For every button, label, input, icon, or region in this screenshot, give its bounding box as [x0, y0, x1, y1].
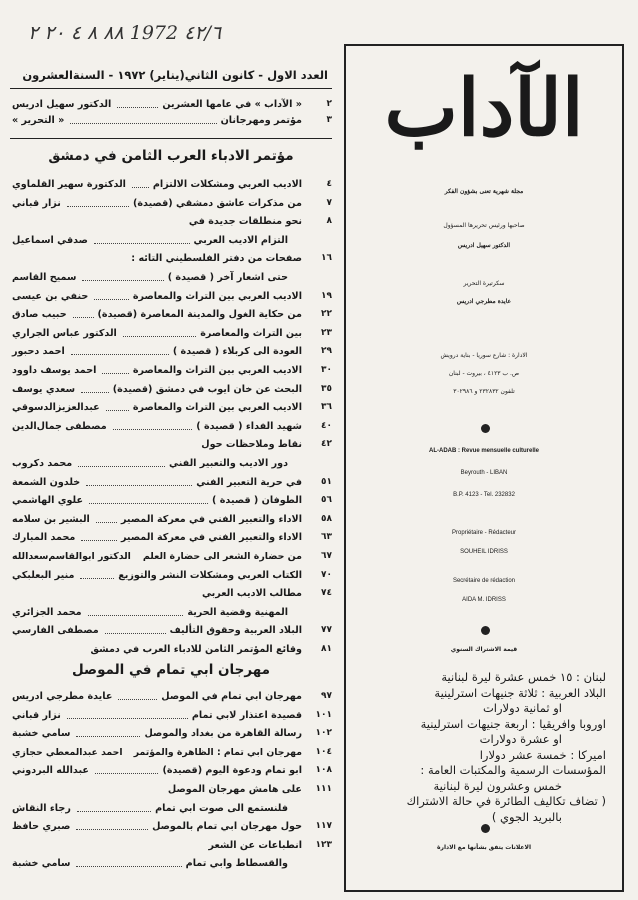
entry-title: البلاد العربية وحقوق التأليف: [169, 625, 302, 637]
page-number: ٣٥: [321, 383, 332, 394]
entry-title: نحو منطلقات جديدة في: [188, 216, 302, 228]
page-number: ٤: [326, 179, 332, 189]
leader-dots: [77, 802, 151, 812]
toc-entry: [10, 624, 332, 637]
toc-entry: [10, 606, 332, 619]
page-number: ٢٢: [321, 309, 332, 320]
leader-dots: [81, 383, 109, 393]
toc-entry: [10, 457, 332, 470]
page-number: ٧٧: [321, 625, 332, 636]
bullet-dot: [481, 824, 490, 833]
leader-dots: [81, 531, 117, 541]
leader-dots: [76, 857, 182, 867]
entry-author: البشير بن سلامه: [12, 513, 90, 525]
page-number: ٧٤: [321, 588, 332, 599]
rate-line: او ثمانية دولارات: [482, 701, 562, 715]
leader-dots: [105, 624, 166, 634]
toc-entry: [10, 746, 332, 759]
rate-line: او عشرة دولارات: [479, 732, 562, 746]
entry-title: فلنستمع الى صوت ابي تمام: [155, 802, 288, 814]
entry-author: الدكتورة سهير القلماوي: [12, 179, 126, 190]
leader-dots: [96, 513, 117, 523]
toc-entry: [10, 401, 332, 414]
toc-entry: [10, 764, 332, 777]
handwritten-note: ٨٨ ٨ ٤ ٢٠ ٢ 1972 ٤٢/٦: [28, 22, 222, 44]
toc-entry: [10, 345, 332, 358]
entry-author: مصطفى جمال‌الدين: [12, 420, 107, 432]
toc-entry: [10, 290, 332, 303]
toc-entry: [10, 438, 332, 451]
entry-author: حنفي بن عيسى: [12, 290, 89, 302]
entry-title: الاداء والتعبير الفني في معركة المصير: [120, 513, 302, 525]
entry-title: رسالة القاهرة من بغداد والموصل: [144, 728, 302, 740]
page-number: ٦٣: [321, 532, 332, 543]
leader-dots: [118, 690, 157, 700]
entry-author: محمد الجزائري: [12, 606, 82, 618]
toc-entry: [10, 308, 332, 321]
fr-owner-label: Propriétaire - Rédacteur: [451, 530, 517, 536]
entry-author: احمد يوسف داوود: [12, 365, 97, 376]
toc-entry: [10, 513, 332, 526]
entry-author: علوي الهاشمي: [12, 495, 84, 507]
bullet-dot: [481, 424, 490, 433]
entry-title: حتى اشعار آخر ( قصيدة ): [167, 272, 288, 283]
entry-author: الدكتور ابوالقاسم‌سعدالله: [12, 551, 131, 562]
entry-author: محمد المبارك: [12, 532, 76, 544]
leader-dots: [76, 820, 148, 830]
toc-entry: [10, 383, 332, 396]
toc-entry: [10, 727, 332, 740]
entry-author: مصطفى الفارسي: [12, 625, 99, 637]
toc-entry: [10, 802, 332, 815]
rate-line: اوروبا وافريقيا : اربعة جنيهات استرلينية: [420, 716, 606, 731]
leader-dots: [78, 457, 165, 467]
page-number: ٣٦: [321, 402, 332, 413]
entry-title: المهنية وقضية الحرية: [187, 606, 288, 618]
fr-city: Beyrouth - LIBAN: [460, 470, 508, 476]
entry-author: رجاء النقاش: [12, 802, 71, 814]
entry-title: صفحات من دفتر الفلسطيني التائه :: [131, 253, 302, 265]
fr-bp: B.P. 4123 - Tel. 232832: [453, 492, 515, 498]
page-number: ١٠٤: [315, 746, 332, 757]
entry-title: على هامش مهرجان الموصل: [167, 784, 302, 795]
owner-label: صاحبها ورئيس تحريرها المسؤول: [443, 222, 525, 229]
toc-entry: [10, 550, 332, 563]
page-number: ١٠١: [315, 709, 332, 720]
toc-entry: [10, 690, 332, 703]
entry-title: من حكاية الغول والمدينة المعاصرة (قصيدة): [97, 309, 302, 321]
entry-title: انطباعات عن الشعر: [208, 839, 302, 851]
rate-line: لبنان : ١٥ خمس عشرة ليرة لبنانية: [441, 670, 606, 684]
rate-line: ( تضاف تكاليف الطائرة في حالة الاشتراك: [406, 794, 606, 808]
entry-title: الاديب العربي بين التراث والمعاصرة: [132, 290, 302, 302]
leader-dots: [94, 234, 190, 244]
toc-entry: [10, 709, 332, 722]
page-number: ٥١: [321, 476, 332, 487]
address-line: تلفون ٢٣٢٨٣٢ و ٣٠٢٩٨٦: [453, 388, 515, 395]
page-number: ٨: [326, 216, 332, 227]
toc-entry: [10, 857, 332, 870]
entry-title: بين التراث والمعاصرة: [200, 327, 302, 339]
toc-entry: [10, 494, 332, 507]
leader-dots: [102, 364, 129, 374]
entry-title: قصيدة اعتذار لابي تمام: [191, 709, 302, 721]
ads-note: الاعلانات يتفق بشأنها مع الادارة: [436, 844, 532, 851]
page-number: ٩٧: [321, 691, 332, 701]
rate-line: بالبريد الجوي ): [491, 809, 562, 824]
toc-entry: [10, 569, 332, 582]
entry-author: عايدة مطرجي ادريس: [12, 691, 113, 702]
leader-dots: [89, 494, 208, 504]
leader-dots: [117, 98, 158, 108]
magazine-logo: الآداب: [384, 63, 584, 154]
toc-entry: [10, 234, 332, 247]
entry-author: صدقي اسماعيل: [12, 234, 88, 246]
divider: [10, 88, 332, 89]
leader-dots: [67, 197, 129, 207]
owner-name: الدكتور سهيل ادريس: [457, 242, 511, 249]
entry-title: مهرجان ابي تمام : الظاهرة والمؤتمر: [133, 746, 302, 758]
page-number: ١٩: [321, 290, 332, 301]
toc-entry: [10, 178, 332, 191]
leader-dots: [95, 764, 158, 774]
page-number: ٤٢: [321, 439, 332, 450]
rate-line: البلاد العربية : ثلاثة جنيهات استرلينية: [434, 685, 606, 700]
toc-entry: [10, 531, 332, 544]
entry-title: مهرجان ابي تمام في الموصل: [161, 691, 302, 702]
entry-title: من مذكرات عاشق دمشقي (قصيدة): [133, 197, 302, 209]
entry-title: نقاط وملاحظات حول: [201, 439, 302, 451]
entry-author: نزار قباني: [12, 197, 61, 209]
page-number: ١٢٣: [315, 839, 332, 850]
leader-dots: [76, 727, 140, 737]
toc-entry: [10, 364, 332, 377]
page-number: ١٠٨: [315, 765, 332, 776]
leader-dots: [80, 569, 114, 579]
entry-title: حول مهرجان ابي تمام بالموصل: [152, 821, 302, 833]
entry-title: البحث عن خان ايوب في دمشق (قصيدة): [112, 383, 302, 395]
page-number: ٨١: [321, 644, 332, 654]
leader-dots: [106, 401, 129, 411]
subscription-heading: قيمة الاشتراك السنوي: [450, 646, 518, 653]
page-number: ١١٧: [315, 821, 332, 832]
entry-title: الاديب العربي بين التراث والمعاصرة: [132, 402, 302, 414]
leader-dots: [86, 476, 192, 486]
leader-dots: [113, 420, 192, 430]
page-number: ٣: [326, 115, 332, 125]
entry-author: سامي خشبة: [12, 858, 71, 870]
secretary-label: سكرتيرة التحرير: [463, 280, 505, 287]
entry-author: احمد دحبور: [12, 346, 65, 358]
page-number: ٦٧: [321, 551, 332, 561]
entry-title: « الآداب » في عامها العشرين: [162, 99, 302, 110]
section-heading-damascus: مؤتمر الادباء العرب الثامن في دمشق: [48, 148, 294, 164]
entry-title: الاداء والتعبير الفني في معركة المصير: [120, 532, 302, 544]
toc-entry: [10, 839, 332, 852]
entry-title: الاديب العربي بين التراث والمعاصرة: [132, 365, 302, 376]
toc-entry: [10, 820, 332, 833]
page-number: ٥٨: [321, 513, 332, 524]
toc-entry: [10, 98, 332, 111]
leader-dots: [82, 271, 164, 281]
leader-dots: [88, 606, 183, 616]
page-number: ٢٣: [321, 327, 332, 338]
page-number: ٢٩: [321, 346, 332, 357]
entry-title: التزام الاديب العربي: [193, 234, 288, 246]
entry-author: سميح القاسم: [12, 272, 77, 283]
entry-title: دور الاديب والتعبير الفني: [169, 458, 288, 469]
fr-title: AL-ADAB : Revue mensuelle culturelle: [428, 448, 540, 454]
toc-entry: [10, 783, 332, 796]
leader-dots: [94, 290, 129, 300]
page-number: ٤٠: [321, 420, 332, 431]
rate-line: المؤسسات الرسمية والمكتبات العامة :: [420, 763, 606, 777]
toc-entry: [10, 476, 332, 489]
entry-title: من حضارة الشعر الى حضارة العلم: [142, 551, 302, 562]
bullet-dot: [481, 626, 490, 635]
entry-title: العودة الى كربلاء ( قصيدة ): [172, 346, 302, 358]
toc-entry: [10, 420, 332, 433]
issue-line: العدد الاول - كانون الثاني(يناير) ١٩٧٢ - السنةالعشرون: [22, 68, 328, 82]
page-number: ٧: [326, 197, 332, 208]
entry-title: في حرية التعبير الفني: [196, 476, 302, 488]
page-number: ١١١: [315, 784, 332, 794]
secretary-name: عايدة مطرجي ادريس: [456, 298, 512, 305]
entry-title: الكتاب العربي ومشكلات النشر والتوزيع: [118, 569, 302, 581]
entry-author: نزار قباني: [12, 709, 61, 721]
fr-secretary-label: Secrétaire de rédaction: [452, 578, 516, 584]
entry-author: « التحرير »: [12, 115, 65, 126]
entry-title: الاديب العربي ومشكلات الالتزام: [152, 179, 302, 190]
masthead-box: [344, 44, 624, 892]
toc-entry: [10, 114, 332, 127]
address-line: الادارة : شارع سوريا - بناية درويش: [440, 352, 528, 359]
entry-author: احمد عبدالمعطي حجازي: [12, 746, 123, 758]
entry-title: والقسطاط وابي تمام: [185, 858, 288, 870]
toc-entry: [10, 252, 332, 265]
entry-title: الطوفان ( قصيدة ): [212, 495, 302, 507]
rate-line: خمس وعشرون ليرة لبنانية: [433, 778, 562, 793]
entry-author: منير البعلبكي: [12, 569, 75, 581]
page-number: ٢: [326, 99, 332, 109]
entry-author: الدكتور عباس الجراري: [12, 327, 117, 339]
entry-title: مطالب الاديب العربي: [201, 588, 302, 600]
leader-dots: [123, 327, 196, 337]
entry-author: خلدون الشمعة: [12, 476, 81, 488]
page-number: ٣٠: [321, 365, 332, 375]
page-number: ٧٠: [321, 569, 332, 580]
divider: [10, 138, 332, 139]
address-line: ص. ب ٤١٢٣ ، بيروت - لبنان: [448, 370, 520, 377]
table-of-contents: [10, 62, 332, 892]
entry-title: شهيد الفداء ( قصيدة ): [196, 420, 302, 432]
toc-entry: [10, 197, 332, 210]
fr-owner-name: SOUHEIL IDRISS: [460, 549, 508, 555]
entry-author: سعدي يوسف: [12, 383, 76, 395]
page-number: ٥٦: [321, 495, 332, 506]
toc-entry: [10, 327, 332, 340]
section-heading-mosul: مهرجان ابي تمام في الموصل: [71, 662, 271, 678]
leader-dots: [73, 308, 94, 318]
entry-author: محمد دكروب: [12, 458, 73, 469]
leader-dots: [132, 178, 149, 188]
entry-author: سامي خشبة: [12, 728, 71, 740]
page-number: ١٦: [321, 253, 332, 264]
toc-entry: [10, 215, 332, 228]
fr-secretary-name: AIDA M. IDRISS: [462, 597, 506, 603]
entry-title: ابو تمام ودعوة اليوم (قصيدة): [162, 765, 302, 777]
rate-line: اميركا : خمسة عشر دولارا: [479, 747, 606, 762]
entry-author: الدكتور سهيل ادريس: [12, 99, 112, 110]
leader-dots: [71, 345, 169, 355]
leader-dots: [70, 114, 217, 124]
entry-author: عبدالعزيزالدسوقي: [12, 402, 100, 414]
entry-author: صبري حافظ: [12, 821, 71, 833]
toc-entry: [10, 271, 332, 284]
entry-author: عبدالله البردوني: [12, 765, 89, 777]
entry-title: مؤتمر ومهرجانان: [220, 115, 302, 126]
entry-author: حبيب صادق: [12, 309, 67, 321]
toc-entry: [10, 643, 332, 656]
entry-title: وقائع المؤتمر الثامن للادباء العرب في دمشق: [90, 644, 302, 655]
leader-dots: [67, 709, 188, 719]
tagline: مجلة شهرية تعنى بشؤون الفكر: [444, 188, 524, 195]
page-number: ١٠٢: [315, 728, 332, 739]
toc-entry: [10, 587, 332, 600]
